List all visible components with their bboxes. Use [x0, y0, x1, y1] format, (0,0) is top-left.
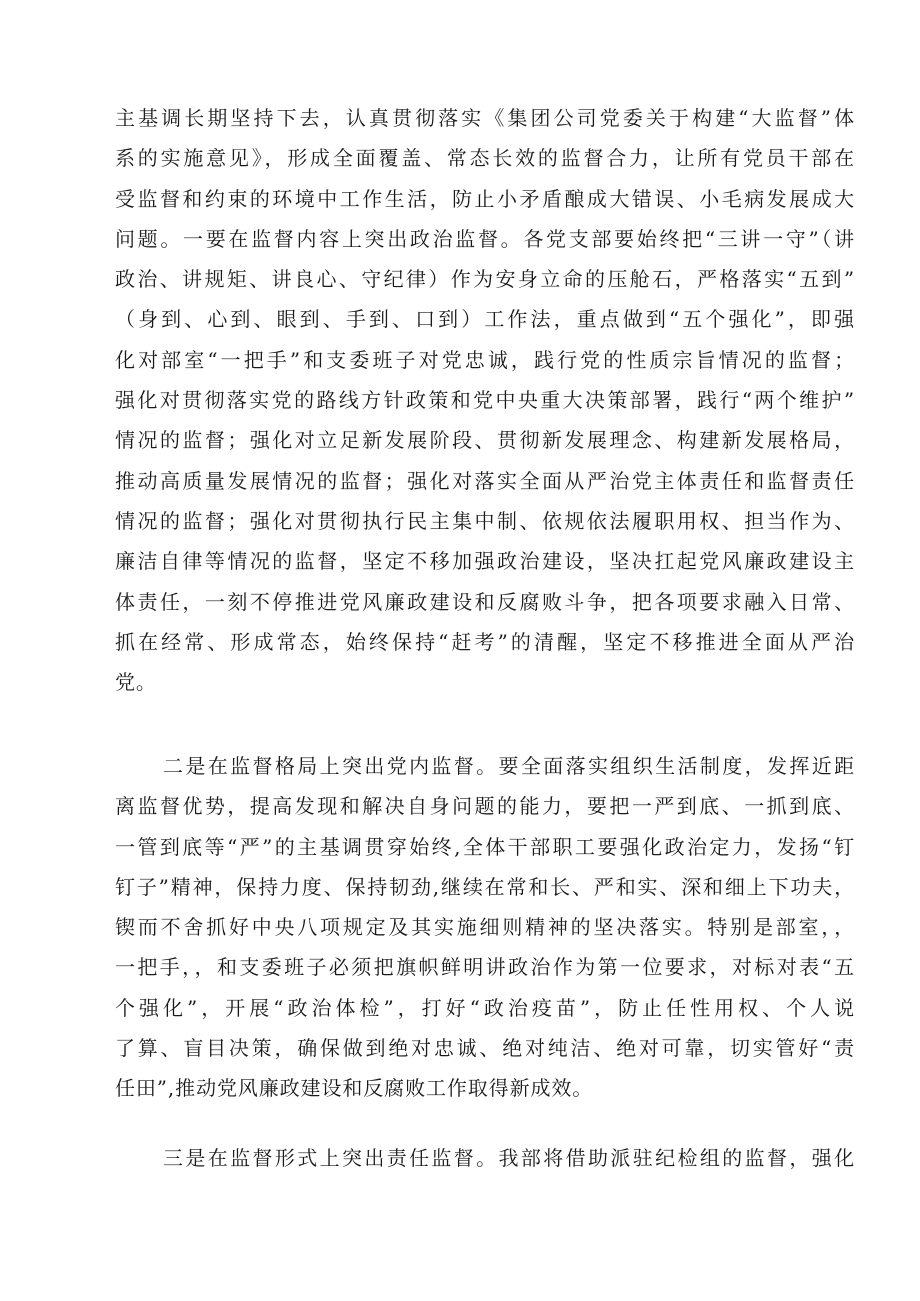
text-line: 政治、讲规矩、讲良心、守纪律）作为安身立命的压舱石，严格落实“五到” [115, 267, 855, 292]
text-line: 情况的监督；强化对贯彻执行民主集中制、依规依法履职用权、担当作为、 [115, 508, 855, 533]
text-line: 了算、盲目决策，确保做到绝对忠诚、绝对纯洁、绝对可靠，切实管好“责 [115, 1036, 855, 1061]
text-line: 问题。一要在监督内容上突出政治监督。各党支部要始终把“三讲一守”（讲 [115, 226, 855, 251]
paragraph-political-supervision [115, 98, 855, 702]
paragraph-internal-supervision [115, 746, 855, 1109]
text-line: （身到、心到、眼到、手到、口到）工作法，重点做到“五个强化”，即强 [115, 307, 855, 332]
text-line-indented: 二是在监督格局上突出党内监督。要全面落实组织生活制度，发挥近距 [163, 754, 855, 778]
text-line: 主基调长期坚持下去，认真贯彻落实《集团公司党委关于构建“大监督”体 [115, 106, 855, 130]
text-line: 锲而不舍抓好中央八项规定及其实施细则精神的坚决落实。特别是部室，， [115, 915, 855, 940]
text-line: 一管到底等“严”的主基调贯穿始终,全体干部职工要强化政治定力，发扬“钉 [115, 834, 855, 859]
text-line: 抓在经常、形成常态，始终保持“赶考”的清醒，坚定不移推进全面从严治 [115, 629, 855, 654]
text-line: 廉洁自律等情况的监督，坚定不移加强政治建设，坚决扛起党风廉政建设主 [115, 549, 855, 574]
paragraph-responsibility-supervision [115, 1138, 855, 1178]
text-line: 强化对贯彻落实党的路线方针政策和党中央重大决策部署，践行“两个维护” [115, 388, 855, 413]
text-line: 党。 [115, 670, 157, 695]
text-line: 个强化”，开展“政治体检”，打好“政治疫苗”，防止任性用权、个人说 [115, 995, 855, 1020]
text-line: 离监督优势，提高发现和解决自身问题的能力，要把一严到底、一抓到底、 [115, 794, 855, 819]
text-line: 系的实施意见》，形成全面覆盖、常态长效的监督合力，让所有党员干部在 [115, 146, 855, 171]
text-line: 化对部室“一把手”和支委班子对党忠诚，践行党的性质宗旨情况的监督； [115, 347, 855, 372]
text-line: 任田”,推动党风廉政建设和反腐败工作取得新成效。 [115, 1076, 594, 1101]
text-line: 推动高质量发展情况的监督；强化对落实全面从严治党主体责任和监督责任 [115, 468, 855, 493]
text-line: 钉子”精神，保持力度、保持韧劲,继续在常和长、严和实、深和细上下功夫， [115, 874, 855, 899]
text-line: 情况的监督；强化对立足新发展阶段、贯彻新发展理念、构建新发展格局， [115, 428, 855, 453]
text-line: 受监督和约束的环境中工作生活，防止小矛盾酿成大错误、小毛病发展成大 [115, 186, 855, 211]
text-line-indented: 三是在监督形式上突出责任监督。我部将借助派驻纪检组的监督，强化 [163, 1146, 855, 1170]
text-line: 体责任，一刻不停推进党风廉政建设和反腐败斗争，把各项要求融入日常、 [115, 589, 855, 614]
text-line: 一把手，，和支委班子必须把旗帜鲜明讲政治作为第一位要求，对标对表“五 [115, 955, 855, 980]
